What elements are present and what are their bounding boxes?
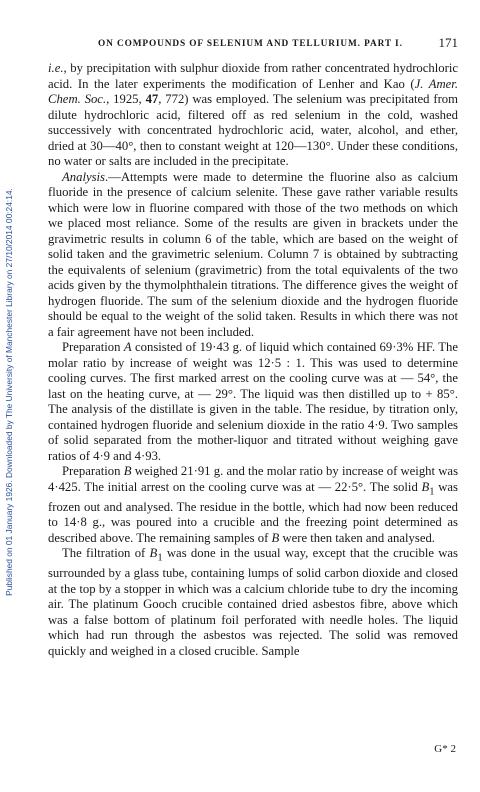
paragraph-p4 bbox=[48, 464, 458, 546]
signature-mark: G* 2 bbox=[434, 743, 456, 755]
running-header bbox=[60, 35, 458, 53]
text-segment: Preparation bbox=[62, 340, 124, 354]
text-segment: consisted of 19·43 g. of liquid which contained 69·3% HF. The molar ratio by increase of weight was 12·5 : 1. This was used to determine cooling curves. The first marked arrest on the cooling curve was at — 54°, the last on the heating curve, at — 29°. The liquid was then distilled up to + 85°. The analysis of the distillate is given in the table. The residue, by titration only, contained hydrogen fluoride and selenium dioxide in the ratio 4·9. Two samples of solid separated from the mother-liquor and titrated without weighing gave ratios of 4·9 and 4·93. bbox=[48, 340, 458, 463]
subscript-text: 1 bbox=[157, 552, 163, 564]
text-segment: was frozen out and analysed. The residue in the bottle, which had now been reduced to 14·8 g., was poured into a crucible and the freezing point determined as described above. The remaining samples of bbox=[48, 479, 458, 545]
text-segment: was done in the usual way, except that the crucible was surrounded by a glass tube, containing lumps of solid carbon dioxide and closed at the top by a stopper in which was a calcium chloride tube to dry the incoming air. The platinum Gooch crucible contained dried asbestos fibre, above which was a false bottom of platinum foil perforated with needle holes. The liquid which had run through the asbestos was rejected. The solid was removed quickly and weighed in a closed crucible. Sample bbox=[48, 546, 458, 658]
paragraph-p3 bbox=[48, 340, 458, 464]
paragraph-p5 bbox=[48, 546, 458, 659]
running-title: ON COMPOUNDS OF SELENIUM AND TELLURIUM. PART I. bbox=[98, 39, 403, 49]
italic-text: B bbox=[149, 546, 158, 561]
bold-text: 47 bbox=[145, 92, 159, 106]
italic-text: B bbox=[271, 530, 280, 545]
italic-text: i.e. bbox=[48, 61, 64, 75]
italic-text: B bbox=[123, 464, 132, 478]
italic-text: J. Amer. Chem. Soc. bbox=[48, 76, 458, 106]
italic-text: A bbox=[123, 340, 132, 354]
text-segment: , 1925, bbox=[106, 92, 146, 106]
subscript-text: 1 bbox=[429, 486, 435, 498]
paragraph-p1 bbox=[48, 61, 458, 170]
download-notice-text: Published on 01 January 1926. Downloaded by The University of Manchester Library on 27/10/2014 00:24:14. bbox=[4, 188, 14, 596]
text-segment: , 772) was employed. The selenium was precipitated from dilute hydrochloric acid, filtered off as red selenium in the cold, washed successively with concentrated hydrochloric acid, water, alcohol, and ether, dried at 30—40°, then to constant weight at 120—130°. Under these conditions, no water or salts are included in the precipitate. bbox=[48, 92, 459, 168]
download-notice bbox=[0, 32, 20, 752]
text-segment: Preparation bbox=[62, 464, 124, 478]
paragraph-p2 bbox=[48, 170, 458, 341]
italic-text: B bbox=[421, 479, 430, 494]
page-number: 171 bbox=[438, 35, 458, 50]
italic-text: Analysis bbox=[62, 169, 105, 184]
text-segment: The filtration of bbox=[62, 546, 150, 561]
text-segment: weighed 21·91 g. and the molar ratio by increase of weight was 4·425. The initial arrest on the cooling curve was at — 22·5°. The solid bbox=[48, 464, 459, 494]
text-segment: were then taken and analysed. bbox=[279, 530, 435, 545]
text-segment: , by precipitation with sulphur dioxide from rather concentrated hydrochloric acid. In the later experiments the modification of Lenher and Kao ( bbox=[48, 61, 458, 91]
text-segment: .—Attempts were made to determine the fluorine also as calcium fluoride in the presence of calcium selenite. These gave rather variable results which were low in fluorine compared with those of the two methods on which we placed most reliance. Some of the results are given in brackets under the gravimetric results in column 6 of the table, which are based on the weight of solid taken and the gravimetric selenium. Column 7 is obtained by subtracting the equivalents of selenium (gravimetric) from the total equivalents of the two acids given by the thymolphthalein titrations. The difference gives the weight of hydrogen fluoride. The sum of the selenium dioxide and the hydrogen fluoride should be equal to the weight of the solid taken. Results in which there was not a fair agreement have not been included. bbox=[48, 169, 458, 339]
article-body bbox=[48, 61, 458, 659]
